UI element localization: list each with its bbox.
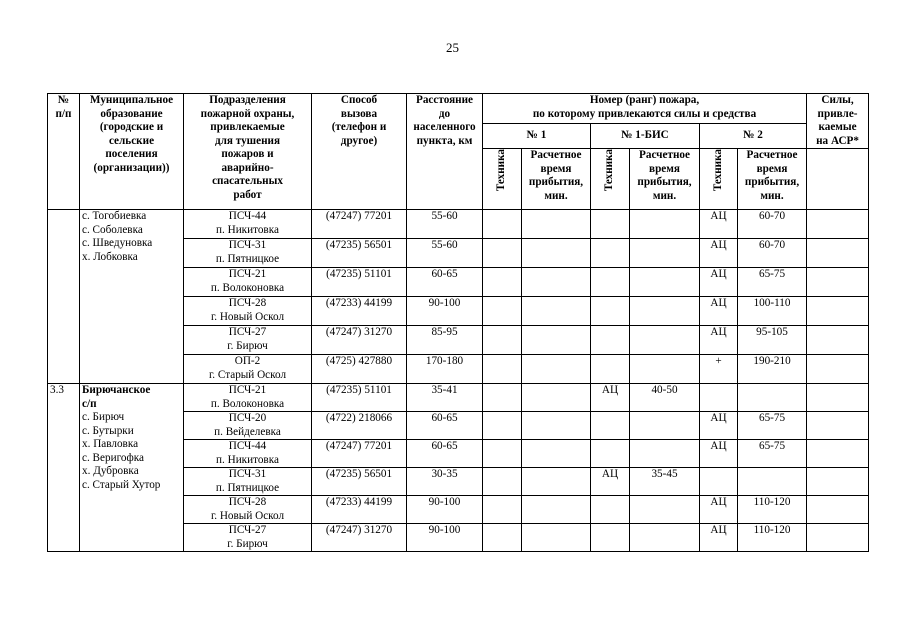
group-num: [48, 210, 80, 384]
unit-cell: ОП-2 г. Старый Оскол: [184, 355, 312, 384]
arrival-1-cell: [522, 468, 591, 496]
tech-1bis-cell: [591, 326, 630, 355]
group-settlements: Бирючанское с/п с. Бирюч с. Бутырки х. Павловка с. Веригофка х. Дубровка с. Старый Хутор: [80, 384, 184, 552]
header-forces-asr: Силы, привле- каемые на АСР*: [807, 94, 869, 149]
tech-2-cell: АЦ: [700, 268, 738, 297]
header-arrival-1bis: Расчетное время прибытия, мин.: [630, 149, 700, 210]
header-rank-1: № 1: [483, 124, 591, 149]
asr-cell: [807, 268, 869, 297]
arrival-2-cell: 60-70: [738, 239, 807, 268]
unit-cell: ПСЧ-31 п. Пятницкое: [184, 468, 312, 496]
distance-cell: 90-100: [407, 524, 483, 552]
tech-2-cell: [700, 468, 738, 496]
arrival-1-cell: [522, 412, 591, 440]
phone-cell: (47235) 56501: [312, 239, 407, 268]
tech-2-cell: АЦ: [700, 297, 738, 326]
phone-cell: (47247) 77201: [312, 210, 407, 239]
header-tech-1bis: Техника: [591, 149, 630, 210]
arrival-2-cell: 60-70: [738, 210, 807, 239]
arrival-1-cell: [522, 210, 591, 239]
tech-1-cell: [483, 210, 522, 239]
phone-cell: (47247) 31270: [312, 524, 407, 552]
tech-1bis-cell: [591, 268, 630, 297]
distance-cell: 60-65: [407, 412, 483, 440]
header-num: № п/п: [48, 94, 80, 210]
tech-2-cell: АЦ: [700, 524, 738, 552]
arrival-2-cell: 65-75: [738, 440, 807, 468]
phone-cell: (4725) 427880: [312, 355, 407, 384]
arrival-1bis-cell: [630, 496, 700, 524]
tech-1-cell: [483, 239, 522, 268]
phone-cell: (47235) 51101: [312, 384, 407, 412]
tech-1bis-cell: [591, 440, 630, 468]
distance-cell: 85-95: [407, 326, 483, 355]
distance-cell: 90-100: [407, 496, 483, 524]
tech-1bis-cell: [591, 210, 630, 239]
arrival-1-cell: [522, 326, 591, 355]
header-rank-2: № 2: [700, 124, 807, 149]
asr-cell: [807, 210, 869, 239]
tech-1bis-cell: [591, 355, 630, 384]
arrival-1bis-cell: [630, 268, 700, 297]
arrival-1bis-cell: [630, 326, 700, 355]
phone-cell: (47233) 44199: [312, 496, 407, 524]
unit-cell: ПСЧ-44 п. Никитовка: [184, 440, 312, 468]
header-call-method: Способ вызова (телефон и другое): [312, 94, 407, 210]
unit-cell: ПСЧ-20 п. Вейделевка: [184, 412, 312, 440]
tech-1-cell: [483, 524, 522, 552]
tech-1bis-cell: АЦ: [591, 468, 630, 496]
arrival-1bis-cell: [630, 355, 700, 384]
arrival-2-cell: 190-210: [738, 355, 807, 384]
arrival-2-cell: 95-105: [738, 326, 807, 355]
header-distance: Расстояние до населенного пункта, км: [407, 94, 483, 210]
fire-forces-table: [47, 93, 869, 552]
arrival-2-cell: 110-120: [738, 496, 807, 524]
tech-1-cell: [483, 384, 522, 412]
tech-2-cell: АЦ: [700, 210, 738, 239]
unit-cell: ПСЧ-28 г. Новый Оскол: [184, 297, 312, 326]
phone-cell: (47233) 44199: [312, 297, 407, 326]
arrival-1-cell: [522, 524, 591, 552]
phone-cell: (47235) 51101: [312, 268, 407, 297]
phone-cell: (47247) 77201: [312, 440, 407, 468]
group-settlements: с. Тогобиевка с. Соболевка с. Шведуновка х. Лобковка: [80, 210, 184, 384]
tech-1-cell: [483, 297, 522, 326]
distance-cell: 30-35: [407, 468, 483, 496]
tech-1-cell: [483, 326, 522, 355]
tech-2-cell: +: [700, 355, 738, 384]
arrival-2-cell: [738, 468, 807, 496]
tech-1-cell: [483, 496, 522, 524]
unit-cell: ПСЧ-21 п. Волоконовка: [184, 268, 312, 297]
arrival-1bis-cell: [630, 440, 700, 468]
arrival-1-cell: [522, 268, 591, 297]
arrival-1-cell: [522, 355, 591, 384]
arrival-1bis-cell: [630, 524, 700, 552]
tech-1-cell: [483, 268, 522, 297]
arrival-1bis-cell: 40-50: [630, 384, 700, 412]
arrival-2-cell: [738, 384, 807, 412]
arrival-2-cell: 100-110: [738, 297, 807, 326]
unit-cell: ПСЧ-27 г. Бирюч: [184, 524, 312, 552]
group-num: 3.3: [48, 384, 80, 552]
asr-cell: [807, 384, 869, 412]
tech-1-cell: [483, 355, 522, 384]
header-fire-rank: Номер (ранг) пожара, по которому привлекаются силы и средства: [483, 94, 807, 124]
header-municipal: Муниципальное образование (городские и сельские поселения (организации)): [80, 94, 184, 210]
arrival-1bis-cell: [630, 297, 700, 326]
arrival-1-cell: [522, 239, 591, 268]
table-header: [48, 94, 869, 210]
distance-cell: 60-65: [407, 268, 483, 297]
distance-cell: 55-60: [407, 210, 483, 239]
unit-cell: ПСЧ-28 г. Новый Оскол: [184, 496, 312, 524]
header-tech-1: Техника: [483, 149, 522, 210]
asr-cell: [807, 524, 869, 552]
municipality-type: с/п: [82, 397, 97, 410]
asr-cell: [807, 468, 869, 496]
tech-1bis-cell: АЦ: [591, 384, 630, 412]
tech-1-cell: [483, 440, 522, 468]
page-number: 25: [446, 40, 459, 55]
tech-1-cell: [483, 412, 522, 440]
unit-cell: ПСЧ-27 г. Бирюч: [184, 326, 312, 355]
tech-1bis-cell: [591, 297, 630, 326]
asr-cell: [807, 440, 869, 468]
header-units: Подразделения пожарной охраны, привлекаемые для тушения пожаров и аварийно- спасательных работ: [184, 94, 312, 210]
distance-cell: 90-100: [407, 297, 483, 326]
arrival-1bis-cell: [630, 210, 700, 239]
asr-cell: [807, 355, 869, 384]
tech-2-cell: АЦ: [700, 239, 738, 268]
tech-1bis-cell: [591, 524, 630, 552]
header-tech-2: Техника: [700, 149, 738, 210]
distance-cell: 60-65: [407, 440, 483, 468]
arrival-1-cell: [522, 496, 591, 524]
tech-2-cell: АЦ: [700, 326, 738, 355]
asr-cell: [807, 496, 869, 524]
table-body: [48, 210, 869, 552]
asr-cell: [807, 326, 869, 355]
tech-1bis-cell: [591, 412, 630, 440]
arrival-1-cell: [522, 384, 591, 412]
table-row: [48, 384, 869, 412]
tech-2-cell: АЦ: [700, 412, 738, 440]
header-rank-1bis: № 1-БИС: [591, 124, 700, 149]
arrival-1-cell: [522, 440, 591, 468]
arrival-1bis-cell: [630, 239, 700, 268]
header-arrival-2: Расчетное время прибытия, мин.: [738, 149, 807, 210]
tech-1bis-cell: [591, 496, 630, 524]
tech-1bis-cell: [591, 239, 630, 268]
unit-cell: ПСЧ-21 п. Волоконовка: [184, 384, 312, 412]
arrival-2-cell: 65-75: [738, 268, 807, 297]
unit-cell: ПСЧ-44 п. Никитовка: [184, 210, 312, 239]
asr-cell: [807, 412, 869, 440]
tech-2-cell: АЦ: [700, 496, 738, 524]
tech-2-cell: АЦ: [700, 440, 738, 468]
asr-cell: [807, 239, 869, 268]
asr-cell: [807, 297, 869, 326]
phone-cell: (47235) 56501: [312, 468, 407, 496]
tech-1-cell: [483, 468, 522, 496]
distance-cell: 170-180: [407, 355, 483, 384]
unit-cell: ПСЧ-31 п. Пятницкое: [184, 239, 312, 268]
arrival-2-cell: 110-120: [738, 524, 807, 552]
phone-cell: (47247) 31270: [312, 326, 407, 355]
arrival-1bis-cell: 35-45: [630, 468, 700, 496]
distance-cell: 55-60: [407, 239, 483, 268]
header-forces-asr-empty: [807, 149, 869, 210]
arrival-1bis-cell: [630, 412, 700, 440]
municipality-name: Бирючанское: [82, 384, 151, 396]
phone-cell: (4722) 218066: [312, 412, 407, 440]
arrival-2-cell: 65-75: [738, 412, 807, 440]
distance-cell: 35-41: [407, 384, 483, 412]
tech-2-cell: [700, 384, 738, 412]
arrival-1-cell: [522, 297, 591, 326]
header-arrival-1: Расчетное время прибытия, мин.: [522, 149, 591, 210]
table-row: [48, 210, 869, 239]
